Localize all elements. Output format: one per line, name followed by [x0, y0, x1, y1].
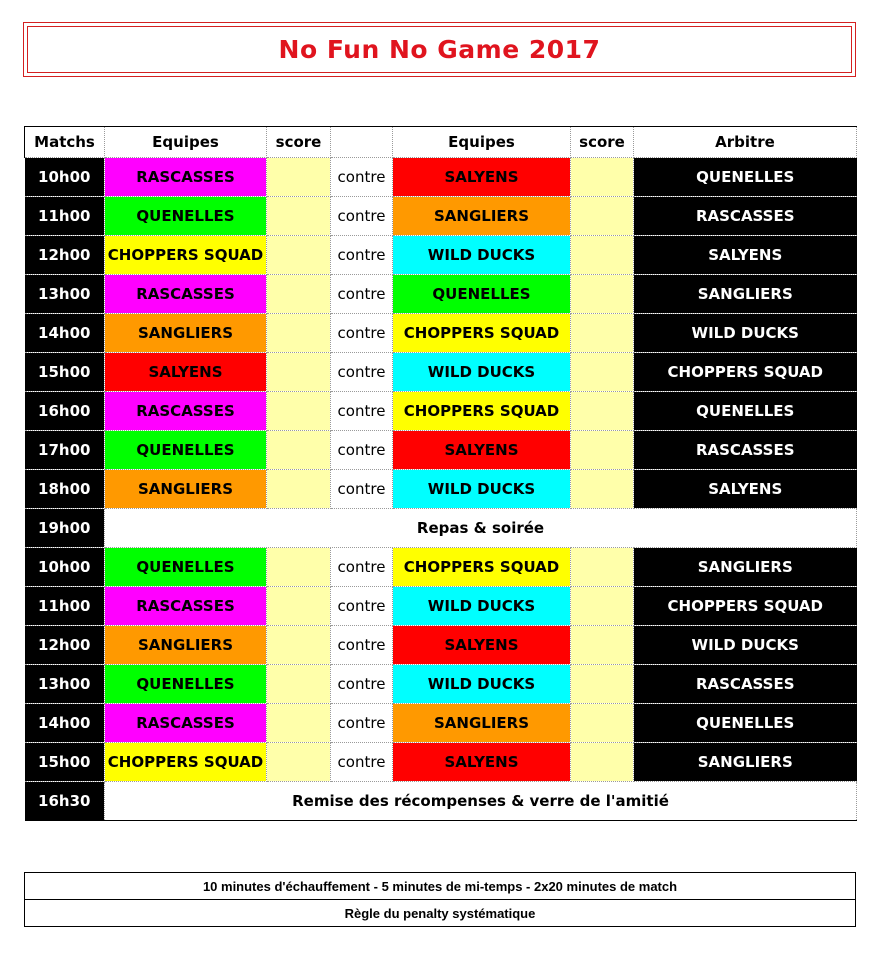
match-row — [25, 743, 857, 782]
match-row — [25, 392, 857, 431]
versus-label: contre — [331, 236, 393, 275]
versus-label: contre — [331, 275, 393, 314]
versus-label: contre — [331, 743, 393, 782]
team-2-cell: SALYENS — [393, 626, 571, 665]
match-row — [25, 353, 857, 392]
match-time: 18h00 — [25, 470, 105, 509]
versus-label: contre — [331, 392, 393, 431]
versus-label: contre — [331, 353, 393, 392]
page-title: No Fun No Game 2017 — [278, 35, 601, 64]
team-1-cell: RASCASSES — [105, 704, 267, 743]
score-2-cell[interactable] — [571, 431, 634, 470]
score-2-cell[interactable] — [571, 197, 634, 236]
event-label: Repas & soirée — [105, 509, 857, 548]
team-2-cell: SALYENS — [393, 158, 571, 197]
team-1-cell: SALYENS — [105, 353, 267, 392]
match-time: 10h00 — [25, 158, 105, 197]
referee-cell: SANGLIERS — [634, 548, 857, 587]
versus-label: contre — [331, 587, 393, 626]
score-1-cell[interactable] — [267, 197, 331, 236]
team-1-cell: QUENELLES — [105, 197, 267, 236]
match-time: 15h00 — [25, 743, 105, 782]
score-2-cell[interactable] — [571, 314, 634, 353]
header-equipes-2: Equipes — [393, 127, 571, 158]
header-equipes-1: Equipes — [105, 127, 267, 158]
header-score-2: score — [571, 127, 634, 158]
versus-label: contre — [331, 626, 393, 665]
match-time: 16h00 — [25, 392, 105, 431]
score-1-cell[interactable] — [267, 626, 331, 665]
team-2-cell: CHOPPERS SQUAD — [393, 314, 571, 353]
match-time: 14h00 — [25, 704, 105, 743]
header-score-1: score — [267, 127, 331, 158]
team-2-cell: WILD DUCKS — [393, 587, 571, 626]
referee-cell: SALYENS — [634, 470, 857, 509]
score-1-cell[interactable] — [267, 665, 331, 704]
team-2-cell: WILD DUCKS — [393, 665, 571, 704]
header-matchs: Matchs — [25, 127, 105, 158]
match-row — [25, 704, 857, 743]
referee-cell: QUENELLES — [634, 392, 857, 431]
team-1-cell: QUENELLES — [105, 548, 267, 587]
versus-label: contre — [331, 704, 393, 743]
versus-label: contre — [331, 665, 393, 704]
team-2-cell: SANGLIERS — [393, 704, 571, 743]
score-2-cell[interactable] — [571, 392, 634, 431]
header-row — [25, 127, 857, 158]
score-2-cell[interactable] — [571, 158, 634, 197]
score-2-cell[interactable] — [571, 587, 634, 626]
team-1-cell: SANGLIERS — [105, 626, 267, 665]
score-2-cell[interactable] — [571, 665, 634, 704]
team-1-cell: SANGLIERS — [105, 470, 267, 509]
match-time: 10h00 — [25, 548, 105, 587]
score-1-cell[interactable] — [267, 314, 331, 353]
score-1-cell[interactable] — [267, 431, 331, 470]
match-row — [25, 665, 857, 704]
score-2-cell[interactable] — [571, 704, 634, 743]
match-time: 16h30 — [25, 782, 105, 821]
score-1-cell[interactable] — [267, 392, 331, 431]
match-time: 17h00 — [25, 431, 105, 470]
team-2-cell: WILD DUCKS — [393, 353, 571, 392]
team-1-cell: QUENELLES — [105, 431, 267, 470]
team-1-cell: CHOPPERS SQUAD — [105, 743, 267, 782]
event-row — [25, 782, 857, 821]
event-row — [25, 509, 857, 548]
match-row — [25, 275, 857, 314]
referee-cell: WILD DUCKS — [634, 626, 857, 665]
event-label: Remise des récompenses & verre de l'amitié — [105, 782, 857, 821]
referee-cell: SALYENS — [634, 236, 857, 275]
versus-label: contre — [331, 470, 393, 509]
match-row — [25, 626, 857, 665]
match-row — [25, 431, 857, 470]
header-arbitre: Arbitre — [634, 127, 857, 158]
match-row — [25, 158, 857, 197]
schedule-body — [25, 127, 857, 821]
referee-cell: SANGLIERS — [634, 275, 857, 314]
score-1-cell[interactable] — [267, 587, 331, 626]
team-2-cell: WILD DUCKS — [393, 470, 571, 509]
score-2-cell[interactable] — [571, 626, 634, 665]
team-2-cell: SALYENS — [393, 743, 571, 782]
referee-cell: RASCASSES — [634, 197, 857, 236]
team-1-cell: RASCASSES — [105, 275, 267, 314]
match-time: 11h00 — [25, 197, 105, 236]
team-2-cell: SANGLIERS — [393, 197, 571, 236]
score-1-cell[interactable] — [267, 548, 331, 587]
team-1-cell: QUENELLES — [105, 665, 267, 704]
rule-warmup: 10 minutes d'échauffement - 5 minutes de mi-temps - 2x20 minutes de match — [202, 878, 678, 894]
team-2-cell: SALYENS — [393, 431, 571, 470]
header-blank — [331, 127, 393, 158]
match-time: 11h00 — [25, 587, 105, 626]
match-row — [25, 314, 857, 353]
match-time: 13h00 — [25, 665, 105, 704]
score-2-cell[interactable] — [571, 236, 634, 275]
schedule-table — [24, 126, 857, 821]
match-row — [25, 587, 857, 626]
match-time: 15h00 — [25, 353, 105, 392]
versus-label: contre — [331, 158, 393, 197]
score-2-cell[interactable] — [571, 743, 634, 782]
match-time: 13h00 — [25, 275, 105, 314]
versus-label: contre — [331, 197, 393, 236]
rules-box — [24, 872, 856, 927]
score-1-cell[interactable] — [267, 704, 331, 743]
score-1-cell[interactable] — [267, 743, 331, 782]
team-1-cell: RASCASSES — [105, 392, 267, 431]
match-row — [25, 470, 857, 509]
referee-cell: RASCASSES — [634, 665, 857, 704]
team-1-cell: RASCASSES — [105, 158, 267, 197]
team-1-cell: SANGLIERS — [105, 314, 267, 353]
team-2-cell: QUENELLES — [393, 275, 571, 314]
team-2-cell: WILD DUCKS — [393, 236, 571, 275]
versus-label: contre — [331, 548, 393, 587]
team-2-cell: CHOPPERS SQUAD — [393, 392, 571, 431]
score-2-cell[interactable] — [571, 548, 634, 587]
score-2-cell[interactable] — [571, 470, 634, 509]
title-box — [23, 22, 856, 77]
referee-cell: SANGLIERS — [634, 743, 857, 782]
score-1-cell[interactable] — [267, 275, 331, 314]
score-1-cell[interactable] — [267, 236, 331, 275]
title-frame — [27, 26, 852, 73]
score-1-cell[interactable] — [267, 470, 331, 509]
referee-cell: QUENELLES — [634, 158, 857, 197]
referee-cell: QUENELLES — [634, 704, 857, 743]
match-time: 12h00 — [25, 236, 105, 275]
match-row — [25, 236, 857, 275]
team-2-cell: CHOPPERS SQUAD — [393, 548, 571, 587]
match-time: 14h00 — [25, 314, 105, 353]
score-2-cell[interactable] — [571, 275, 634, 314]
team-1-cell: CHOPPERS SQUAD — [105, 236, 267, 275]
referee-cell: CHOPPERS SQUAD — [634, 587, 857, 626]
match-time: 12h00 — [25, 626, 105, 665]
match-time: 19h00 — [25, 509, 105, 548]
versus-label: contre — [331, 431, 393, 470]
score-1-cell[interactable] — [267, 353, 331, 392]
match-row — [25, 197, 857, 236]
rule-penalty: Règle du penalty systématique — [25, 899, 855, 926]
versus-label: contre — [331, 314, 393, 353]
team-1-cell: RASCASSES — [105, 587, 267, 626]
referee-cell: CHOPPERS SQUAD — [634, 353, 857, 392]
match-row — [25, 548, 857, 587]
score-2-cell[interactable] — [571, 353, 634, 392]
referee-cell: WILD DUCKS — [634, 314, 857, 353]
score-1-cell[interactable] — [267, 158, 331, 197]
referee-cell: RASCASSES — [634, 431, 857, 470]
